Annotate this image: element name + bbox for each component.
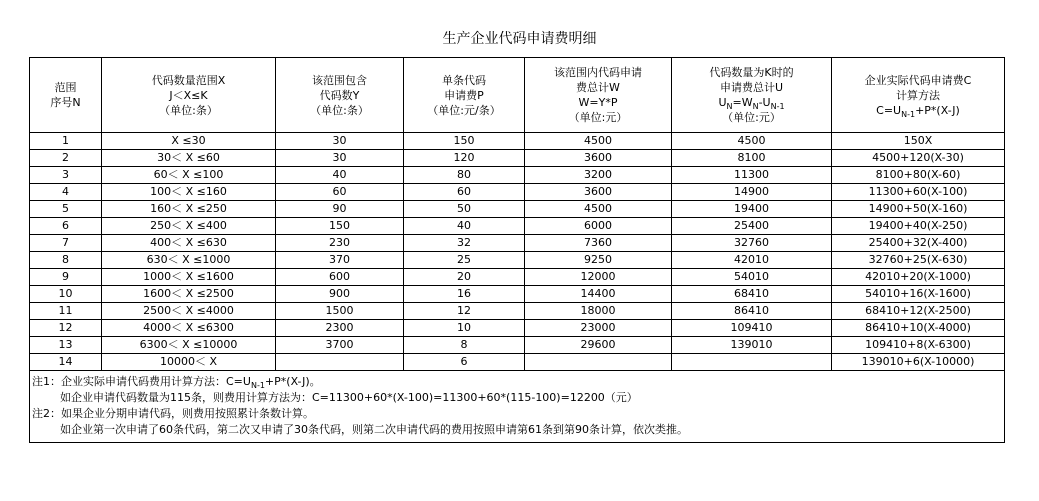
cell-p: 6 — [404, 354, 525, 371]
cell-y: 230 — [276, 235, 404, 252]
cell-x: 100＜ X ≤160 — [102, 184, 276, 201]
cell-w: 4500 — [525, 201, 672, 218]
cell-n: 4 — [30, 184, 102, 201]
page-title: 生产企业代码申请费明细 — [442, 31, 597, 47]
note-1: 注1：企业实际申请代码费用计算方法：$C=U_{N-1}+P*(X-J)$。 — [32, 375, 321, 391]
table-row — [30, 303, 1005, 320]
cell-c: 14900+50(X-160) — [832, 201, 1005, 218]
cell-y: 3700 — [276, 337, 404, 354]
table-row — [30, 286, 1005, 303]
cell-c: 42010+20(X-1000) — [832, 269, 1005, 286]
cell-x: 6300＜ X ≤10000 — [102, 337, 276, 354]
table-row — [30, 252, 1005, 269]
cell-y: 900 — [276, 286, 404, 303]
cell-w: 3200 — [525, 167, 672, 184]
cell-w: 6000 — [525, 218, 672, 235]
cell-u: 42010 — [672, 252, 832, 269]
cell-n: 13 — [30, 337, 102, 354]
header-range-total: 该范围内代码申请 费总计W W=Y*P （单位:元） — [525, 58, 672, 133]
cell-w: 4500 — [525, 133, 672, 150]
header-actual-fee: 企业实际代码申请费C 计算方法 $C=U_{N-1}+P*(X-J)$ — [832, 58, 1005, 133]
cell-p: 10 — [404, 320, 525, 337]
cell-x: 4000＜ X ≤6300 — [102, 320, 276, 337]
cell-x: 1600＜ X ≤2500 — [102, 286, 276, 303]
cumulative-formula: $U_N=W_N-U_{N-1}$ — [718, 96, 785, 112]
table-row — [30, 320, 1005, 337]
cell-w: 18000 — [525, 303, 672, 320]
cell-n: 2 — [30, 150, 102, 167]
fee-table — [29, 57, 1005, 443]
cell-x: 1000＜ X ≤1600 — [102, 269, 276, 286]
cell-w: 3600 — [525, 150, 672, 167]
cell-p: 50 — [404, 201, 525, 218]
cell-w: 29600 — [525, 337, 672, 354]
cell-c: 139010+6(X-10000) — [832, 354, 1005, 371]
table-row — [30, 167, 1005, 184]
cell-c: 86410+10(X-4000) — [832, 320, 1005, 337]
cell-u — [672, 354, 832, 371]
table-row — [30, 201, 1005, 218]
cell-p: 12 — [404, 303, 525, 320]
cell-c: 54010+16(X-1600) — [832, 286, 1005, 303]
cell-u: 32760 — [672, 235, 832, 252]
table-row — [30, 269, 1005, 286]
cell-y: 1500 — [276, 303, 404, 320]
table-row — [30, 354, 1005, 371]
cell-u: 14900 — [672, 184, 832, 201]
cell-u: 139010 — [672, 337, 832, 354]
cell-y: 60 — [276, 184, 404, 201]
cell-p: 60 — [404, 184, 525, 201]
cell-n: 12 — [30, 320, 102, 337]
header-range-number: 范围 序号N — [30, 58, 102, 133]
cell-w: 12000 — [525, 269, 672, 286]
header-code-range: 代码数量范围X J＜X≤K （单位:条） — [102, 58, 276, 133]
table-row — [30, 150, 1005, 167]
notes-row — [30, 371, 1005, 443]
cell-p: 8 — [404, 337, 525, 354]
cell-c: 150X — [832, 133, 1005, 150]
cell-n: 5 — [30, 201, 102, 218]
header-code-count: 该范围包含 代码数Y （单位:条） — [276, 58, 404, 133]
cell-n: 6 — [30, 218, 102, 235]
cell-n: 9 — [30, 269, 102, 286]
cell-p: 40 — [404, 218, 525, 235]
cell-x: 2500＜ X ≤4000 — [102, 303, 276, 320]
note-1-example: 如企业申请代码数量为115条，则费用计算方法为：C=11300+60*(X-100)=11300+60*(115-100)=12200（元） — [60, 391, 638, 404]
cell-x: 400＜ X ≤630 — [102, 235, 276, 252]
table-row — [30, 133, 1005, 150]
cell-w: 14400 — [525, 286, 672, 303]
cell-c: 19400+40(X-250) — [832, 218, 1005, 235]
cell-u: 86410 — [672, 303, 832, 320]
cell-c: 11300+60(X-100) — [832, 184, 1005, 201]
note-2-example: 如企业第一次申请了60条代码，第二次又申请了30条代码，则第二次申请代码的费用按照申请第61条到第90条计算，依次类推。 — [60, 423, 688, 436]
note-2: 注2：如果企业分期申请代码，则费用按照累计条数计算。 — [32, 407, 314, 420]
cell-x: 250＜ X ≤400 — [102, 218, 276, 235]
cell-p: 150 — [404, 133, 525, 150]
cell-c: 109410+8(X-6300) — [832, 337, 1005, 354]
cell-n: 1 — [30, 133, 102, 150]
cell-n: 10 — [30, 286, 102, 303]
cell-c: 32760+25(X-630) — [832, 252, 1005, 269]
cell-n: 11 — [30, 303, 102, 320]
notes-cell — [30, 371, 1005, 443]
cell-x: X ≤30 — [102, 133, 276, 150]
cell-y: 30 — [276, 133, 404, 150]
cell-c: 25400+32(X-400) — [832, 235, 1005, 252]
cell-y: 150 — [276, 218, 404, 235]
cell-u: 19400 — [672, 201, 832, 218]
cell-c: 4500+120(X-30) — [832, 150, 1005, 167]
cell-w: 23000 — [525, 320, 672, 337]
cell-x: 160＜ X ≤250 — [102, 201, 276, 218]
cell-u: 68410 — [672, 286, 832, 303]
cell-n: 8 — [30, 252, 102, 269]
cell-y: 90 — [276, 201, 404, 218]
cell-n: 3 — [30, 167, 102, 184]
cell-n: 7 — [30, 235, 102, 252]
table-row — [30, 218, 1005, 235]
cell-w — [525, 354, 672, 371]
cell-u: 8100 — [672, 150, 832, 167]
cell-w: 3600 — [525, 184, 672, 201]
cell-x: 630＜ X ≤1000 — [102, 252, 276, 269]
cell-p: 16 — [404, 286, 525, 303]
cell-x: 10000＜ X — [102, 354, 276, 371]
cell-c: 68410+12(X-2500) — [832, 303, 1005, 320]
cell-p: 80 — [404, 167, 525, 184]
cell-y: 2300 — [276, 320, 404, 337]
cell-u: 109410 — [672, 320, 832, 337]
cell-y: 370 — [276, 252, 404, 269]
cell-n: 14 — [30, 354, 102, 371]
cell-p: 20 — [404, 269, 525, 286]
cell-x: 60＜ X ≤100 — [102, 167, 276, 184]
cell-x: 30＜ X ≤60 — [102, 150, 276, 167]
cell-w: 7360 — [525, 235, 672, 252]
table-row — [30, 235, 1005, 252]
cell-y: 30 — [276, 150, 404, 167]
cell-y: 40 — [276, 167, 404, 184]
cell-p: 120 — [404, 150, 525, 167]
header-cumulative-total: 代码数量为K时的 申请费总计U $U_N=W_N-U_{N-1}$ （单位:元） — [672, 58, 832, 133]
cell-u: 25400 — [672, 218, 832, 235]
cell-p: 25 — [404, 252, 525, 269]
cell-u: 11300 — [672, 167, 832, 184]
table-header-row — [30, 58, 1005, 133]
table-row — [30, 337, 1005, 354]
cell-p: 32 — [404, 235, 525, 252]
cell-c: 8100+80(X-60) — [832, 167, 1005, 184]
header-unit-fee: 单条代码 申请费P （单位:元/条） — [404, 58, 525, 133]
cell-u: 54010 — [672, 269, 832, 286]
table-row — [30, 184, 1005, 201]
cell-u: 4500 — [672, 133, 832, 150]
cell-y: 600 — [276, 269, 404, 286]
actual-fee-formula: $C=U_{N-1}+P*(X-J)$ — [876, 103, 960, 119]
cell-y — [276, 354, 404, 371]
cell-w: 9250 — [525, 252, 672, 269]
